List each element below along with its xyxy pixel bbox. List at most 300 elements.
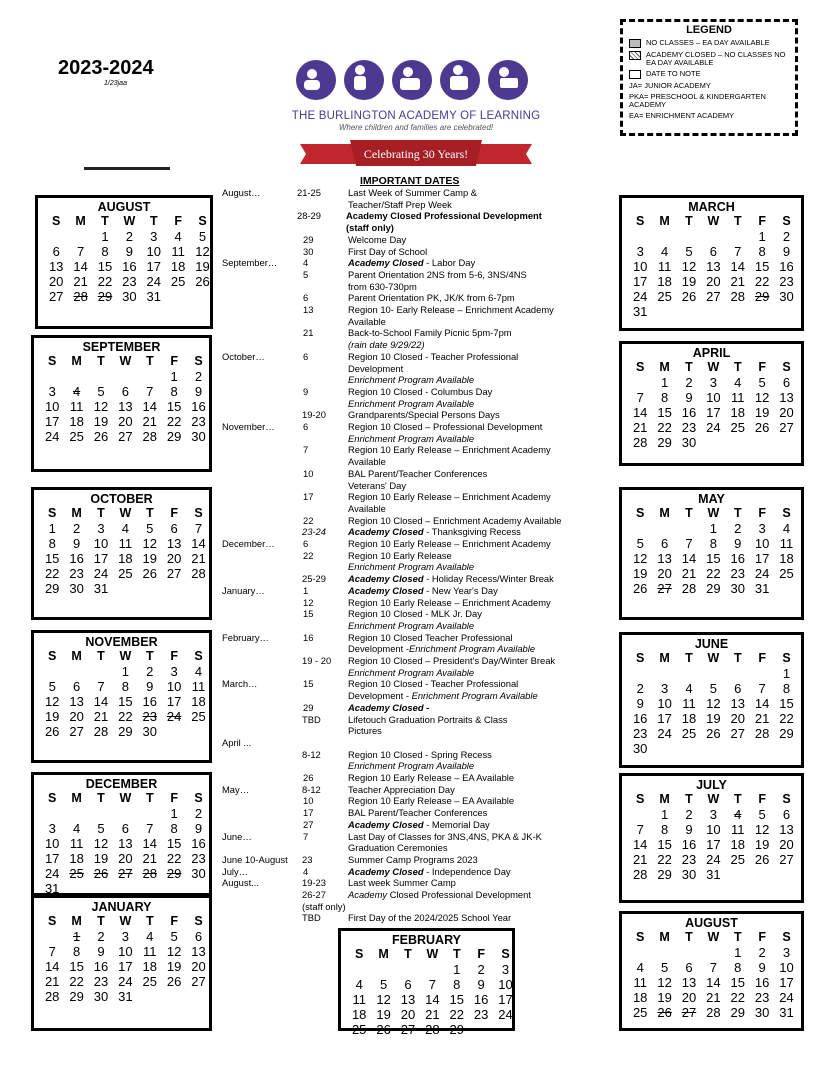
calendar-day: 17 — [754, 551, 770, 566]
event-text: Last Week of Summer Camp & — [348, 187, 478, 198]
event-date: 22 — [303, 514, 314, 526]
calendar-day: 5 — [758, 807, 766, 822]
calendar-aug24 — [619, 911, 804, 1031]
event-date: 6 — [303, 350, 309, 362]
calendar-day: 3 — [97, 521, 105, 536]
calendar-day: 21 — [191, 551, 206, 566]
revision-note: 1/23jaa — [104, 80, 127, 87]
calendar-month-title: FEBRUARY — [392, 933, 461, 947]
calendar-day: 22 — [449, 1007, 464, 1022]
event-text: Academy Closed - — [348, 701, 430, 713]
calendar-day: 27 — [681, 1005, 697, 1020]
empty-cell — [113, 369, 137, 384]
calendar-day: 9 — [685, 390, 693, 405]
calendar-day: 20 — [191, 959, 206, 974]
divider-bar — [84, 167, 170, 170]
calendar-day: 24 — [118, 974, 133, 989]
calendar-day: 21 — [44, 974, 60, 989]
weekday-header: S — [636, 651, 645, 665]
calendar-day: 8 — [453, 977, 461, 992]
weekday-header: W — [119, 506, 132, 520]
calendar-day: 7 — [76, 244, 85, 259]
calendar-day: 8 — [758, 244, 766, 259]
legend-item: DATE TO NOTE — [629, 70, 789, 79]
important-dates-title: IMPORTANT DATES — [360, 175, 460, 187]
event-date: 9 — [303, 385, 309, 397]
weekday-header: F — [758, 360, 766, 374]
calendar-day: 5 — [97, 821, 105, 836]
weekday-header: S — [782, 651, 791, 665]
calendar-day: 23 — [754, 990, 770, 1005]
calendar-day: 1 — [734, 945, 742, 960]
calendar-day: 2 — [636, 681, 644, 696]
calendar-day: 11 — [143, 944, 157, 959]
calendar-day: 16 — [473, 992, 489, 1007]
calendar-day: 12 — [754, 822, 770, 837]
event-text: Region 10 Closed – President's Day/Winter Break — [348, 655, 556, 666]
calendar-day: 14 — [425, 992, 440, 1007]
calendar-day: 5 — [198, 229, 207, 244]
legend-item: EA= ENRICHMENT ACADEMY — [629, 111, 735, 120]
event-month: May… — [222, 783, 250, 795]
calendar-day: 24 — [632, 289, 648, 304]
calendar-day: 4 — [355, 977, 363, 992]
event-text: Enrichment Program Available — [348, 374, 475, 386]
event-text: Back-to-School Family Picnic 5pm-7pm — [348, 327, 512, 339]
calendar-day: 28 — [681, 581, 697, 596]
calendar-day: 6 — [782, 375, 791, 390]
calendar-apr24 — [619, 341, 804, 466]
event-date: 29 — [303, 701, 314, 713]
calendar-day: 18 — [681, 711, 697, 726]
event-month: June… — [222, 830, 252, 842]
event-date: 23-24 — [302, 526, 326, 538]
calendar-day: 19 — [376, 1007, 391, 1022]
calendar-day: 8 — [72, 944, 81, 959]
calendar-month-title: JULY — [696, 778, 727, 792]
calendar-day: 15 — [449, 992, 464, 1007]
calendar-day: 28 — [142, 429, 157, 444]
calendar-day: 16 — [93, 959, 109, 974]
calendar-day: 22 — [97, 274, 113, 289]
calendar-day: 5 — [379, 977, 388, 992]
calendar-day: 5 — [758, 375, 766, 390]
weekday-header: S — [48, 914, 57, 928]
calendar-day: 13 — [681, 975, 697, 990]
event-text: First Day of the 2024/2025 School Year — [348, 912, 512, 924]
calendar-day: 13 — [779, 390, 794, 405]
calendar-day: 13 — [48, 259, 64, 274]
calendar-day: 23 — [191, 414, 206, 429]
calendar-day: 19 — [195, 259, 210, 274]
calendar-day: 5 — [685, 244, 693, 259]
empty-cell — [677, 666, 701, 681]
calendar-day: 2 — [477, 962, 485, 977]
calendar-day: 11 — [779, 536, 794, 551]
calendar-day: 12 — [706, 696, 721, 711]
calendar-day: 21 — [73, 274, 88, 289]
legend-title: LEGEND — [686, 24, 732, 36]
calendar-day: 14 — [142, 836, 157, 851]
weekday-header: T — [685, 792, 693, 806]
calendar-day: 1 — [121, 664, 129, 679]
weekday-header: S — [501, 947, 510, 961]
event-date: 15 — [303, 608, 314, 620]
calendar-day: 7 — [709, 960, 717, 975]
event-text: (staff only) — [302, 900, 346, 912]
empty-cell — [677, 229, 701, 244]
empty-cell — [138, 369, 162, 384]
calendar-day: 12 — [754, 390, 770, 405]
calendar-day: 28 — [632, 435, 648, 450]
calendar-day: 19 — [44, 709, 60, 724]
event-text: Last Day of Classes for 3NS,4NS, PKA & JK-K — [348, 830, 542, 842]
calendar-day: 10 — [44, 399, 60, 414]
empty-cell — [138, 806, 162, 821]
weekday-header: M — [71, 354, 82, 368]
calendar-day: 10 — [166, 679, 182, 694]
calendar-day: 13 — [657, 551, 672, 566]
swatch-gray — [629, 39, 641, 48]
event-month: October… — [222, 350, 265, 362]
empty-cell — [40, 664, 64, 679]
calendar-day: 14 — [681, 551, 697, 566]
event-text: Enrichment Program Available — [348, 760, 475, 772]
calendar-oct23 — [31, 487, 212, 620]
weekday-header: T — [685, 930, 693, 944]
calendar-day: 30 — [730, 581, 745, 596]
calendar-day: 15 — [706, 551, 721, 566]
event-text: Region 10 Closed – Professional Development — [348, 421, 543, 432]
calendar-day: 10 — [632, 259, 648, 274]
empty-cell — [68, 229, 92, 244]
calendar-day: 24 — [44, 429, 60, 444]
calendar-day: 12 — [195, 244, 210, 259]
weekday-header: M — [71, 649, 82, 663]
event-text: Region 10 Closed - Spring Recess — [348, 748, 492, 760]
calendar-day: 24 — [146, 274, 161, 289]
calendar-day: 16 — [69, 551, 84, 566]
calendar-day: 20 — [400, 1007, 416, 1022]
calendar-day: 16 — [122, 259, 137, 274]
calendar-day: 23 — [681, 852, 697, 867]
calendar-day: 4 — [734, 807, 742, 822]
calendar-day: 7 — [146, 821, 154, 836]
event-text: Academy Closed - Memorial Day — [348, 818, 490, 830]
calendar-day: 3 — [709, 807, 717, 822]
calendar-day: 25 — [69, 866, 84, 881]
calendar-day: 18 — [170, 259, 186, 274]
calendar-day: 11 — [731, 822, 745, 837]
calendar-day: 24 — [93, 566, 109, 581]
empty-cell — [420, 962, 444, 977]
calendar-day: 18 — [779, 551, 794, 566]
calendar-day: 27 — [730, 726, 745, 741]
event-date: 10 — [303, 795, 314, 807]
calendar-day: 31 — [779, 1005, 794, 1020]
calendar-day: 22 — [779, 711, 794, 726]
calendar-day: 22 — [118, 709, 133, 724]
weekday-header: S — [782, 506, 791, 520]
calendar-day: 7 — [194, 521, 203, 536]
event-date: 25-29 — [302, 573, 326, 585]
calendar-day: 26 — [44, 724, 60, 739]
weekday-header: S — [194, 354, 203, 368]
weekday-header: S — [636, 792, 645, 806]
weekday-header: S — [194, 791, 203, 805]
calendar-day: 31 — [44, 881, 60, 896]
event-text: BAL Parent/Teacher Conferences — [348, 807, 488, 819]
calendar-day: 4 — [685, 681, 693, 696]
event-text: Available — [348, 502, 386, 514]
calendar-day: 14 — [73, 259, 88, 274]
calendar-day: 2 — [685, 807, 693, 822]
calendar-day: 1 — [170, 806, 178, 821]
event-month: April ... — [222, 736, 252, 748]
event-text: (rain date 9/29/22) — [348, 339, 425, 351]
calendar-day: 18 — [118, 551, 133, 566]
calendar-day: 16 — [779, 259, 794, 274]
event-month: March… — [222, 678, 258, 690]
calendar-day: 15 — [657, 837, 672, 852]
event-text: Enrichment Program Available — [348, 619, 475, 631]
event-text: Region 10 Closed Teacher Professional — [348, 631, 513, 643]
weekday-header: S — [48, 649, 57, 663]
event-date: 26-27 — [302, 889, 326, 900]
event-text: Parent Orientation 2NS from 5-6, 3NS/4NS — [348, 268, 527, 280]
calendar-day: 16 — [191, 399, 206, 414]
calendar-day: 10 — [657, 696, 672, 711]
event-date: 16 — [303, 631, 314, 643]
calendar-day: 11 — [69, 399, 84, 414]
calendar-day: 9 — [685, 822, 693, 837]
empty-cell — [701, 666, 725, 681]
calendar-day: 23 — [122, 274, 137, 289]
swatch-hatch — [629, 51, 641, 60]
event-date: 27 — [303, 818, 314, 830]
calendar-day: 29 — [97, 289, 113, 304]
event-text: Region 10 Closed - Columbus Day — [348, 385, 493, 397]
calendar-day: 30 — [681, 435, 697, 450]
calendar-day: 14 — [632, 405, 648, 420]
calendar-mar24 — [619, 195, 804, 331]
calendar-day: 21 — [142, 414, 157, 429]
empty-cell — [628, 229, 652, 244]
event-text: Region 10 Early Release – Enrichment Academy — [348, 596, 551, 608]
calendar-day: 30 — [142, 724, 157, 739]
calendar-day: 6 — [170, 521, 178, 536]
calendar-day: 1 — [660, 375, 669, 390]
weekday-header: W — [119, 354, 132, 368]
calendar-day: 7 — [636, 822, 644, 837]
calendar-day: 16 — [681, 837, 697, 852]
event-date: 19-23 — [302, 877, 326, 889]
calendar-day: 29 — [657, 435, 672, 450]
calendar-grid — [628, 360, 801, 450]
calendar-day: 21 — [425, 1007, 440, 1022]
calendar-day: 18 — [69, 414, 84, 429]
calendar-day: 6 — [52, 244, 60, 259]
calendar-day: 26 — [706, 726, 721, 741]
event-text: Enrichment Program Available — [348, 397, 475, 409]
event-date: TBD — [302, 713, 321, 725]
event-date: 7 — [303, 444, 309, 456]
calendar-day: 27 — [118, 866, 133, 881]
calendar-day: 25 — [730, 852, 745, 867]
calendar-day: 15 — [69, 959, 84, 974]
calendar-day: 25 — [351, 1022, 367, 1037]
weekday-header: T — [145, 354, 154, 368]
calendar-day: 20 — [69, 709, 84, 724]
calendar-day: 8 — [660, 822, 669, 837]
weekday-header: T — [685, 506, 693, 520]
event-date: 19 - 20 — [302, 655, 332, 666]
weekday-header: W — [707, 214, 720, 228]
event-date: 1 — [303, 584, 309, 596]
weekday-header: W — [426, 947, 439, 961]
calendar-day: 10 — [706, 390, 721, 405]
empty-cell — [40, 369, 64, 384]
calendar-day: 5 — [709, 681, 717, 696]
calendar-day: 29 — [44, 581, 60, 596]
calendar-day: 8 — [734, 960, 742, 975]
calendar-day: 3 — [48, 821, 56, 836]
weekday-header: T — [733, 651, 742, 665]
calendar-day: 30 — [632, 741, 648, 756]
calendar-day: 17 — [779, 975, 794, 990]
event-text: Region 10 Closed – Enrichment Academy Available — [348, 514, 562, 526]
calendar-day: 24 — [706, 852, 721, 867]
calendar-day: 19 — [93, 851, 109, 866]
calendar-day: 28 — [73, 289, 88, 304]
calendar-day: 23 — [632, 726, 648, 741]
weekday-header: F — [170, 506, 178, 520]
event-text: Teacher/Staff Prep Week — [348, 198, 452, 210]
calendar-day: 22 — [657, 420, 672, 435]
weekday-header: M — [659, 792, 670, 806]
event-text: BAL Parent/Teacher Conferences — [348, 467, 488, 479]
weekday-header: F — [170, 914, 178, 928]
calendar-day: 16 — [681, 405, 697, 420]
event-date: 4 — [303, 257, 309, 269]
event-date: 6 — [303, 421, 309, 432]
empty-cell — [726, 666, 750, 681]
calendar-grid — [628, 930, 801, 1020]
calendar-day: 6 — [734, 681, 742, 696]
calendar-day: 29 — [69, 989, 84, 1004]
calendar-day: 24 — [706, 420, 721, 435]
calendar-day: 3 — [170, 664, 178, 679]
calendar-day: 26 — [657, 1005, 672, 1020]
calendar-day: 20 — [681, 990, 697, 1005]
calendar-day: 24 — [779, 990, 794, 1005]
calendar-day: 11 — [69, 836, 84, 851]
empty-cell — [628, 375, 652, 390]
calendar-day: 23 — [191, 851, 206, 866]
calendar-day: 2 — [146, 664, 154, 679]
event-text: Pictures — [348, 725, 382, 737]
calendar-day: 20 — [48, 274, 64, 289]
calendar-day: 1 — [101, 229, 109, 244]
calendar-day: 10 — [44, 836, 60, 851]
calendar-day: 17 — [146, 259, 161, 274]
weekday-header: M — [659, 930, 670, 944]
calendar-day: 25 — [69, 429, 84, 444]
calendar-jul24 — [619, 773, 804, 903]
event-text: Veterans' Day — [348, 479, 407, 491]
calendar-day: 1 — [170, 369, 178, 384]
calendar-day: 12 — [93, 836, 109, 851]
calendar-day: 24 — [754, 566, 770, 581]
calendar-day: 17 — [166, 694, 182, 709]
calendar-sep23 — [31, 335, 212, 472]
calendar-day: 11 — [118, 536, 133, 551]
calendar-day: 17 — [657, 711, 672, 726]
calendar-day: 13 — [730, 696, 745, 711]
calendar-month-title: JANUARY — [91, 900, 152, 914]
event-date: 4 — [303, 865, 309, 877]
calendar-day: 5 — [660, 960, 669, 975]
empty-cell — [677, 521, 701, 536]
calendar-day: 28 — [191, 566, 206, 581]
event-text: from 630-730pm — [348, 280, 417, 292]
calendar-day: 28 — [730, 289, 745, 304]
calendar-day: 30 — [191, 429, 206, 444]
event-text: Development - Enrichment Program Available — [348, 690, 538, 702]
event-text: Region 10 Closed - Teacher Professional — [348, 350, 519, 362]
weekday-header: S — [636, 930, 645, 944]
calendar-aug23 — [35, 195, 213, 329]
calendar-day: 20 — [118, 851, 133, 866]
event-date: 6 — [303, 538, 309, 549]
calendar-day: 27 — [48, 289, 64, 304]
event-text: Region 10 Closed - MLK Jr. Day — [348, 608, 482, 620]
event-date: 5 — [303, 268, 309, 280]
calendar-day: 17 — [632, 274, 648, 289]
calendar-day: 27 — [69, 724, 84, 739]
calendar-day: 19 — [166, 959, 182, 974]
calendar-day: 19 — [754, 405, 770, 420]
calendar-day: 29 — [657, 867, 672, 882]
calendar-day: 29 — [754, 289, 770, 304]
calendar-day: 2 — [97, 929, 105, 944]
empty-cell — [113, 806, 137, 821]
calendar-day: 14 — [632, 837, 648, 852]
weekday-header: S — [52, 214, 61, 228]
calendar-jan24 — [31, 895, 212, 1031]
event-text: Region 10 Early Release – Enrichment Academy — [348, 491, 551, 503]
calendar-day: 26 — [681, 289, 697, 304]
calendar-day: 9 — [97, 944, 105, 959]
calendar-day: 18 — [730, 405, 745, 420]
event-text: Region 10- Early Release – Enrichment Academy — [348, 304, 554, 315]
calendar-may24 — [619, 487, 804, 620]
calendar-day: 6 — [782, 807, 791, 822]
calendar-day: 26 — [93, 866, 109, 881]
calendar-day: 4 — [72, 384, 81, 399]
calendar-month-title: AUGUST — [685, 916, 738, 930]
calendar-day: 8 — [48, 536, 56, 551]
weekday-header: F — [758, 506, 766, 520]
calendar-grid — [40, 914, 209, 1004]
calendar-day: 29 — [166, 866, 182, 881]
event-text: Teacher Appreciation Day — [348, 783, 455, 795]
weekday-header: T — [733, 792, 742, 806]
calendar-day: 24 — [657, 726, 672, 741]
calendar-day: 8 — [170, 384, 178, 399]
weekday-header: M — [71, 506, 82, 520]
calendar-day: 8 — [101, 244, 109, 259]
